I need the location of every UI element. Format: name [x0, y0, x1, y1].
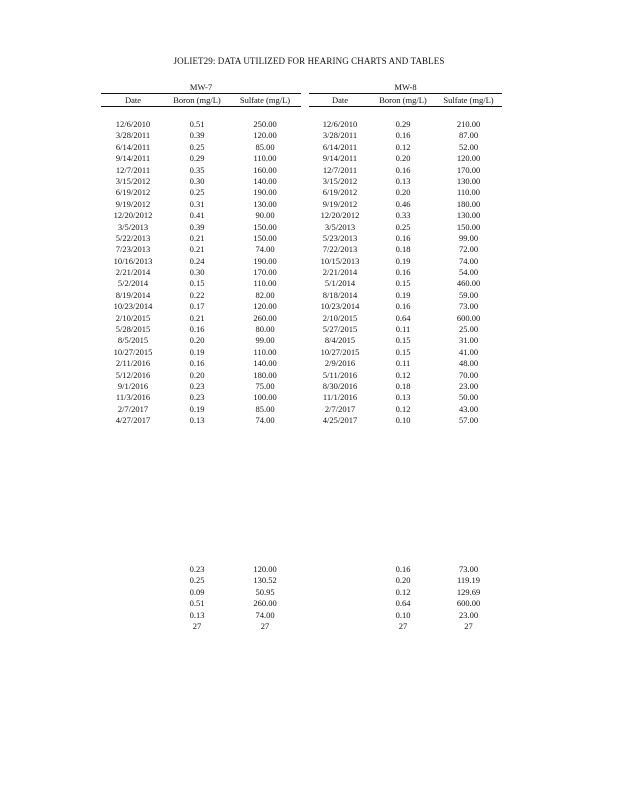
cell-boron: 0.21 — [189, 312, 205, 323]
cell-date: 4/27/2017 — [115, 415, 151, 426]
column-headers-mw8 — [309, 94, 502, 107]
cell-boron: 0.16 — [395, 301, 411, 312]
cell-date: 3/15/2012 — [322, 175, 358, 186]
cell-sulfate: 99.00 — [255, 335, 275, 346]
table-row — [309, 153, 502, 164]
table-row — [309, 313, 502, 324]
table-row — [309, 165, 502, 176]
cell-boron: 0.39 — [189, 130, 205, 141]
cell-sulfate: 41.00 — [458, 346, 479, 357]
cell-boron: 0.17 — [189, 301, 205, 312]
summary-spacer — [309, 587, 371, 598]
table-row — [309, 233, 502, 244]
cell-boron: 0.16 — [395, 130, 411, 141]
table-row — [101, 142, 301, 153]
cell-date: 2/7/2017 — [117, 403, 149, 414]
cell-boron: 0.31 — [189, 198, 205, 209]
cell-sulfate: 140.00 — [253, 358, 277, 369]
cell-sulfate: 74.00 — [255, 244, 275, 255]
summary-spacer — [101, 610, 165, 621]
table-row — [309, 130, 502, 141]
well-label-mw7: MW-7 — [189, 82, 213, 92]
cell-date: 3/5/2013 — [324, 221, 356, 232]
cell-sulfate: 50.00 — [458, 392, 479, 403]
table-row — [309, 210, 502, 221]
cell-date: 12/6/2010 — [322, 119, 358, 129]
cell-date: 11/3/2016 — [115, 392, 151, 403]
cell-date: 5/22/2013 — [115, 232, 151, 243]
cell-boron: 0.15 — [395, 335, 411, 346]
cell-sulfate: 43.00 — [458, 403, 479, 414]
cell-sulfate: 72.00 — [458, 244, 479, 255]
cell-sulfate: 87.00 — [458, 130, 479, 141]
cell-sulfate: 74.00 — [255, 415, 275, 426]
cell-boron: 0.23 — [189, 392, 205, 403]
summary-spacer — [309, 575, 371, 586]
summary-row — [101, 587, 301, 598]
cell-sulfate: 90.00 — [255, 210, 275, 221]
summary-boron: 0.25 — [189, 575, 205, 586]
table-row — [309, 256, 502, 267]
cell-sulfate: 150.00 — [253, 232, 277, 243]
table-row — [309, 199, 502, 210]
cell-sulfate: 190.00 — [253, 255, 277, 266]
mw7-header-block — [101, 82, 301, 107]
cell-sulfate: 74.00 — [458, 255, 479, 266]
table-row — [309, 244, 502, 255]
table-row — [101, 313, 301, 324]
cell-sulfate: 75.00 — [255, 380, 275, 391]
summary-spacer — [101, 575, 165, 586]
data-rows-mw8 — [309, 119, 502, 427]
cell-date: 10/23/2014 — [320, 301, 360, 312]
summary-boron: 0.16 — [395, 564, 411, 574]
header-date: Date — [331, 95, 349, 105]
table-row — [101, 199, 301, 210]
cell-date: 5/23/2013 — [322, 232, 358, 243]
summary-boron: 0.13 — [189, 609, 205, 620]
summary-sulfate: 120.00 — [253, 564, 277, 574]
well-label-mw8: MW-8 — [394, 82, 417, 92]
summary-boron: 0.23 — [189, 564, 205, 574]
cell-date: 11/1/2016 — [322, 392, 358, 403]
cell-sulfate: 180.00 — [456, 198, 481, 209]
table-row — [101, 210, 301, 221]
cell-sulfate: 25.00 — [458, 324, 479, 335]
cell-boron: 0.18 — [395, 244, 411, 255]
cell-sulfate: 23.00 — [458, 380, 479, 391]
summary-spacer — [309, 598, 371, 609]
cell-date: 7/23/2013 — [115, 244, 151, 255]
cell-date: 5/28/2015 — [115, 324, 151, 335]
summary-sulfate: 23.00 — [458, 609, 479, 620]
cell-date: 2/11/2016 — [115, 358, 151, 369]
cell-boron: 0.11 — [395, 324, 411, 335]
cell-sulfate: 110.00 — [253, 346, 277, 357]
cell-boron: 0.10 — [395, 415, 411, 426]
table-row — [101, 358, 301, 369]
cell-date: 2/7/2017 — [324, 403, 356, 414]
cell-date: 2/10/2015 — [115, 312, 151, 323]
cell-boron: 0.23 — [189, 380, 205, 391]
summary-row — [101, 598, 301, 609]
cell-boron: 0.12 — [395, 403, 411, 414]
cell-date: 2/21/2014 — [322, 267, 358, 278]
cell-date: 8/4/2015 — [324, 335, 356, 346]
cell-date: 3/15/2012 — [115, 175, 151, 186]
cell-date: 8/18/2014 — [322, 289, 358, 300]
summary-sulfate: 74.00 — [255, 609, 275, 620]
cell-date: 10/15/2013 — [320, 255, 360, 266]
cell-boron: 0.19 — [395, 255, 411, 266]
cell-date: 9/19/2012 — [322, 198, 358, 209]
summary-sulfate: 119.19 — [456, 575, 481, 586]
cell-date: 5/27/2015 — [322, 324, 358, 335]
cell-date: 10/23/2014 — [113, 301, 153, 312]
cell-boron: 0.25 — [189, 187, 205, 198]
cell-boron: 0.12 — [395, 369, 411, 380]
table-row — [101, 153, 301, 164]
summary-spacer — [101, 598, 165, 609]
table-row — [101, 244, 301, 255]
table-row — [101, 222, 301, 233]
cell-boron: 0.35 — [189, 164, 205, 175]
page-title: JOLIET29: DATA UTILIZED FOR HEARING CHARTS AND TABLES — [173, 56, 445, 66]
cell-boron: 0.20 — [189, 369, 205, 380]
table-row — [309, 267, 502, 278]
cell-sulfate: 210.00 — [456, 119, 481, 129]
cell-sulfate: 82.00 — [255, 289, 275, 300]
cell-boron: 0.20 — [395, 153, 411, 164]
summary-row — [101, 575, 301, 586]
cell-sulfate: 260.00 — [253, 312, 277, 323]
summary-boron: 0.10 — [395, 609, 411, 620]
table-row — [101, 301, 301, 312]
cell-date: 8/19/2014 — [115, 289, 151, 300]
cell-sulfate: 80.00 — [255, 324, 275, 335]
cell-boron: 0.29 — [395, 119, 411, 129]
cell-boron: 0.30 — [189, 267, 205, 278]
cell-date: 6/14/2011 — [322, 141, 358, 152]
cell-boron: 0.21 — [189, 244, 205, 255]
cell-date: 5/1/2014 — [324, 278, 356, 289]
summary-spacer — [101, 587, 165, 598]
summary-sulfate: 73.00 — [458, 564, 479, 574]
cell-sulfate: 70.00 — [458, 369, 479, 380]
cell-sulfate: 460.00 — [456, 278, 481, 289]
summary-boron: 27 — [192, 620, 202, 631]
cell-boron: 0.19 — [189, 346, 205, 357]
cell-sulfate: 120.00 — [253, 301, 277, 312]
summary-row — [101, 621, 301, 632]
summary-row — [309, 564, 502, 575]
cell-sulfate: 57.00 — [458, 415, 479, 426]
cell-sulfate: 110.00 — [253, 278, 277, 289]
summary-boron: 0.20 — [395, 575, 411, 586]
cell-sulfate: 52.00 — [458, 141, 479, 152]
cell-sulfate: 180.00 — [253, 369, 277, 380]
cell-boron: 0.12 — [395, 141, 411, 152]
cell-boron: 0.18 — [395, 380, 411, 391]
summary-spacer — [101, 621, 165, 632]
table-row — [101, 119, 301, 130]
cell-boron: 0.13 — [395, 392, 411, 403]
cell-sulfate: 120.00 — [456, 153, 481, 164]
cell-boron: 0.33 — [395, 210, 411, 221]
summary-row — [309, 598, 502, 609]
header-boron: Boron (mg/L) — [379, 95, 427, 105]
table-row — [101, 176, 301, 187]
cell-date: 12/20/2012 — [113, 210, 153, 221]
cell-sulfate: 85.00 — [255, 403, 275, 414]
cell-boron: 0.16 — [189, 358, 205, 369]
cell-sulfate: 110.00 — [456, 187, 481, 198]
cell-boron: 0.21 — [189, 232, 205, 243]
summary-row — [309, 575, 502, 586]
table-row — [309, 290, 502, 301]
cell-boron: 0.19 — [395, 289, 411, 300]
cell-boron: 0.19 — [189, 403, 205, 414]
table-row — [101, 392, 301, 403]
cell-boron: 0.46 — [395, 198, 411, 209]
table-row — [101, 404, 301, 415]
cell-date: 2/10/2015 — [322, 312, 358, 323]
summary-stats-mw7 — [101, 564, 301, 632]
summary-sulfate: 600.00 — [456, 598, 481, 609]
cell-date: 2/21/2014 — [115, 267, 151, 278]
cell-boron: 0.39 — [189, 221, 205, 232]
summary-stats-mw8 — [309, 564, 502, 632]
cell-date: 9/1/2016 — [117, 380, 149, 391]
cell-boron: 0.24 — [189, 255, 205, 266]
cell-boron: 0.11 — [395, 358, 411, 369]
table-row — [101, 290, 301, 301]
summary-boron: 0.09 — [189, 586, 205, 597]
cell-date: 6/19/2012 — [115, 187, 151, 198]
table-row — [309, 187, 502, 198]
cell-date: 12/6/2010 — [115, 119, 151, 129]
header-sulfate: Sulfate (mg/L) — [443, 95, 494, 105]
cell-boron: 0.41 — [189, 210, 205, 221]
mw8-header-block — [309, 82, 502, 107]
summary-sulfate: 260.00 — [253, 598, 277, 609]
summary-boron: 0.64 — [395, 598, 411, 609]
summary-sulfate: 27 — [464, 620, 473, 631]
table-row — [309, 358, 502, 369]
table-row — [101, 335, 301, 346]
cell-sulfate: 130.00 — [253, 198, 277, 209]
table-row — [101, 415, 301, 426]
table-row — [101, 130, 301, 141]
cell-boron: 0.25 — [189, 141, 205, 152]
table-row — [101, 233, 301, 244]
table-row — [101, 165, 301, 176]
cell-date: 4/25/2017 — [322, 415, 358, 426]
cell-date: 8/30/2016 — [322, 380, 358, 391]
cell-sulfate: 130.00 — [456, 210, 481, 221]
cell-boron: 0.22 — [189, 289, 205, 300]
table-row — [309, 176, 502, 187]
table-row — [309, 278, 502, 289]
table-row — [309, 222, 502, 233]
cell-boron: 0.29 — [189, 153, 205, 164]
cell-boron: 0.16 — [395, 267, 411, 278]
cell-date: 3/5/2013 — [117, 221, 149, 232]
cell-sulfate: 170.00 — [253, 267, 277, 278]
table-row — [101, 256, 301, 267]
cell-sulfate: 54.00 — [458, 267, 479, 278]
summary-spacer — [101, 564, 165, 575]
cell-boron: 0.20 — [189, 335, 205, 346]
table-row — [309, 347, 502, 358]
cell-boron: 0.15 — [395, 346, 411, 357]
cell-date: 12/20/2012 — [320, 210, 360, 221]
cell-date: 2/9/2016 — [324, 358, 356, 369]
summary-row — [309, 587, 502, 598]
table-row — [101, 267, 301, 278]
table-row — [309, 415, 502, 426]
cell-date: 6/19/2012 — [322, 187, 358, 198]
cell-boron: 0.15 — [395, 278, 411, 289]
cell-sulfate: 150.00 — [253, 221, 277, 232]
summary-boron: 27 — [398, 620, 408, 631]
cell-sulfate: 170.00 — [456, 164, 481, 175]
cell-boron: 0.16 — [395, 164, 411, 175]
cell-sulfate: 48.00 — [458, 358, 479, 369]
cell-boron: 0.16 — [189, 324, 205, 335]
cell-sulfate: 160.00 — [253, 164, 277, 175]
cell-sulfate: 100.00 — [253, 392, 277, 403]
header-boron: Boron (mg/L) — [173, 95, 221, 105]
cell-boron: 0.20 — [395, 187, 411, 198]
cell-date: 12/7/2011 — [322, 164, 358, 175]
summary-sulfate: 50.95 — [255, 586, 275, 597]
cell-date: 9/19/2012 — [115, 198, 151, 209]
table-row — [309, 381, 502, 392]
cell-date: 3/28/2011 — [322, 130, 358, 141]
summary-boron: 0.12 — [395, 586, 411, 597]
cell-date: 6/14/2011 — [115, 141, 151, 152]
cell-sulfate: 190.00 — [253, 187, 277, 198]
header-date: Date — [124, 95, 142, 105]
cell-boron: 0.51 — [189, 119, 205, 129]
cell-date: 9/14/2011 — [322, 153, 358, 164]
summary-row — [309, 621, 502, 632]
cell-boron: 0.30 — [189, 175, 205, 186]
cell-sulfate: 59.00 — [458, 289, 479, 300]
cell-sulfate: 73.00 — [458, 301, 479, 312]
cell-date: 9/14/2011 — [115, 153, 151, 164]
table-row — [101, 324, 301, 335]
summary-spacer — [309, 610, 371, 621]
cell-date: 3/28/2011 — [115, 130, 151, 141]
table-row — [101, 381, 301, 392]
table-row — [309, 119, 502, 130]
cell-date: 5/2/2014 — [117, 278, 149, 289]
summary-sulfate: 27 — [260, 620, 270, 631]
table-row — [309, 142, 502, 153]
data-rows-mw7 — [101, 119, 301, 427]
column-headers-mw7 — [101, 94, 301, 107]
table-row — [101, 347, 301, 358]
table-row — [309, 324, 502, 335]
cell-boron: 0.13 — [395, 175, 411, 186]
cell-boron: 0.13 — [189, 415, 205, 426]
cell-boron: 0.64 — [395, 312, 411, 323]
cell-sulfate: 250.00 — [253, 119, 277, 129]
table-row — [101, 278, 301, 289]
table-row — [309, 301, 502, 312]
table-row — [309, 392, 502, 403]
table-row — [309, 335, 502, 346]
table-row — [101, 187, 301, 198]
cell-sulfate: 130.00 — [456, 175, 481, 186]
cell-date: 12/7/2011 — [115, 164, 151, 175]
cell-date: 10/27/2015 — [113, 346, 153, 357]
cell-sulfate: 110.00 — [253, 153, 277, 164]
summary-row — [309, 610, 502, 621]
cell-sulfate: 140.00 — [253, 175, 277, 186]
cell-date: 5/11/2016 — [322, 369, 358, 380]
cell-date: 8/5/2015 — [117, 335, 149, 346]
cell-date: 5/12/2016 — [115, 369, 151, 380]
summary-row — [101, 610, 301, 621]
cell-sulfate: 120.00 — [253, 130, 277, 141]
summary-boron: 0.51 — [189, 598, 205, 609]
table-row — [309, 404, 502, 415]
summary-spacer — [309, 564, 371, 575]
table-row — [309, 370, 502, 381]
cell-sulfate: 600.00 — [456, 312, 481, 323]
cell-sulfate: 85.00 — [255, 141, 275, 152]
cell-boron: 0.16 — [395, 232, 411, 243]
cell-sulfate: 31.00 — [458, 335, 479, 346]
summary-sulfate: 130.52 — [253, 575, 277, 586]
cell-boron: 0.25 — [395, 221, 411, 232]
cell-date: 10/27/2015 — [320, 346, 360, 357]
cell-sulfate: 99.00 — [458, 232, 479, 243]
cell-boron: 0.15 — [189, 278, 205, 289]
header-sulfate: Sulfate (mg/L) — [239, 95, 291, 105]
summary-sulfate: 129.69 — [456, 586, 481, 597]
summary-spacer — [309, 621, 371, 632]
cell-sulfate: 150.00 — [456, 221, 481, 232]
summary-row — [101, 564, 301, 575]
table-row — [101, 370, 301, 381]
cell-date: 7/22/2013 — [322, 244, 358, 255]
cell-date: 10/16/2013 — [113, 255, 153, 266]
